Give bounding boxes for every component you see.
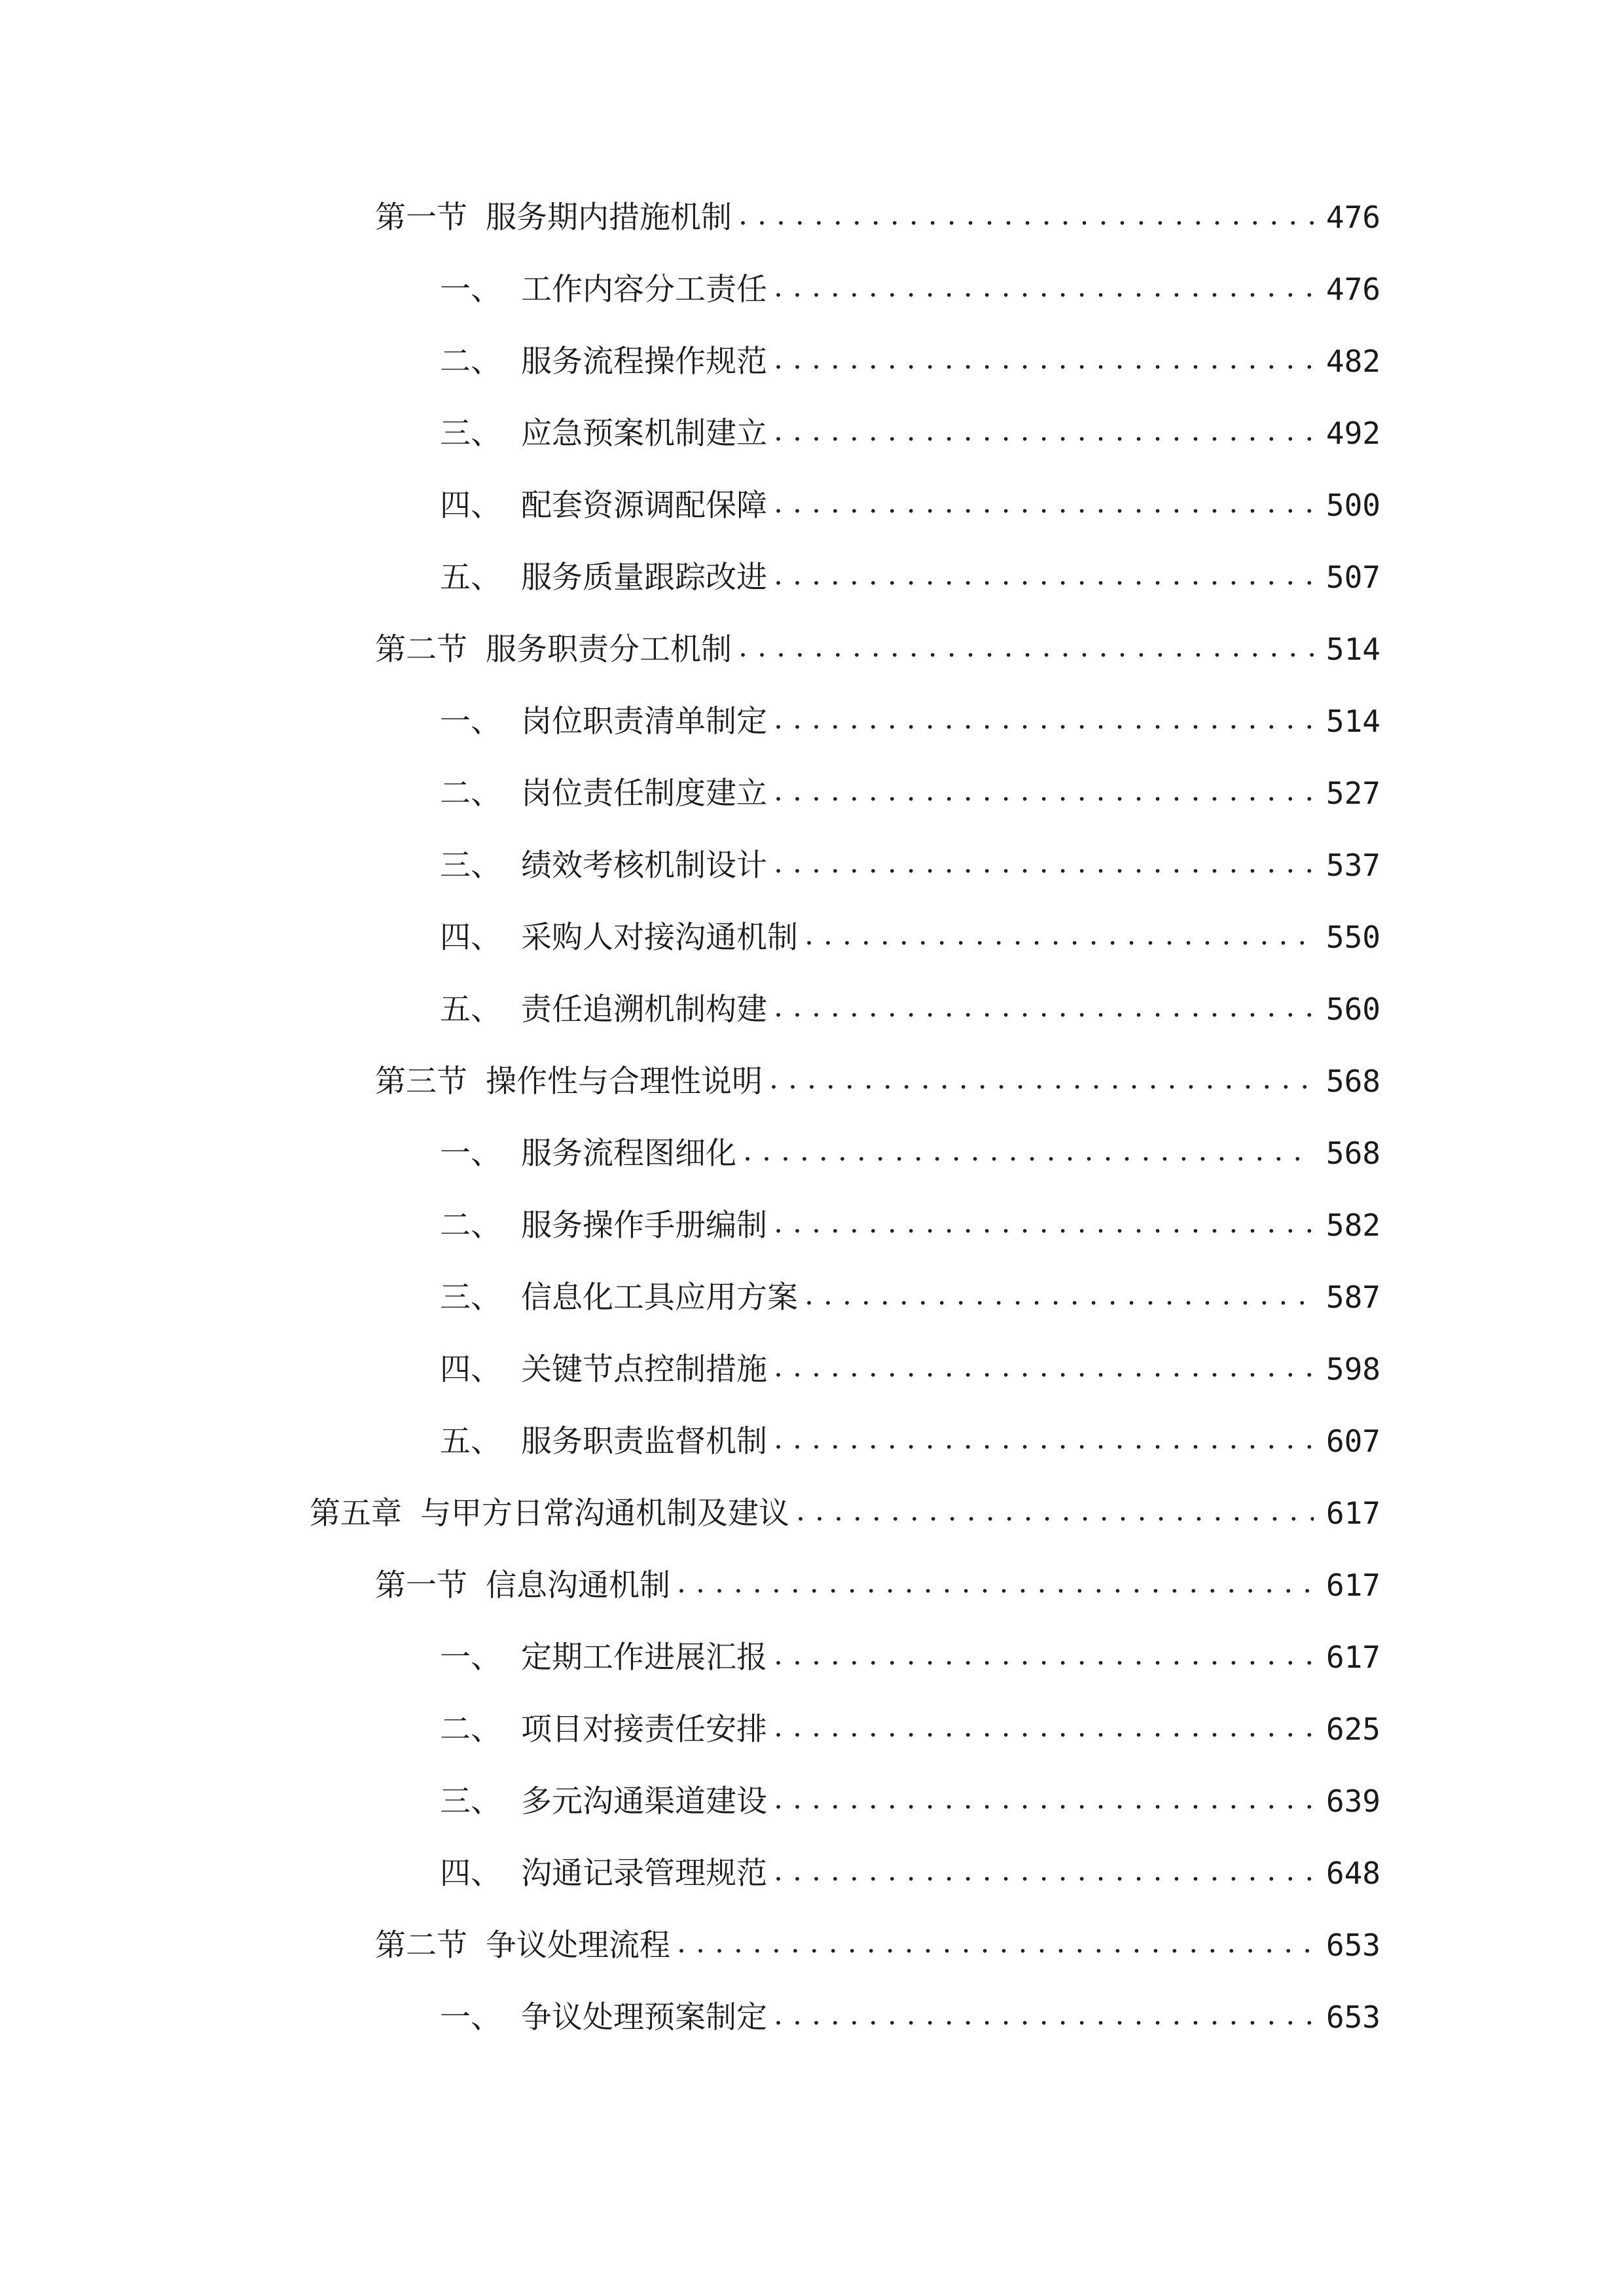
toc-entry-title: 岗位责任制度建立 xyxy=(521,775,767,812)
toc-entry-number: 一、 xyxy=(440,271,501,308)
dot-leader xyxy=(774,1353,1314,1386)
toc-entry-title: 服务操作手册编制 xyxy=(521,1207,767,1244)
toc-entry-number: 第二节 xyxy=(375,631,467,668)
toc-entry-page: 560 xyxy=(1326,992,1380,1027)
toc-entry-title: 应急预案机制建立 xyxy=(521,415,767,452)
toc-entry-number: 四、 xyxy=(440,1351,501,1388)
toc-entry-number: 五、 xyxy=(440,991,501,1028)
toc-entry-title: 项目对接责任安排 xyxy=(521,1711,767,1748)
toc-entry-title: 服务职责分工机制 xyxy=(486,631,732,668)
toc-entry-page: 598 xyxy=(1326,1352,1380,1387)
toc-entry-number: 二、 xyxy=(440,1207,501,1244)
toc-entry-chapter[interactable] xyxy=(310,1477,1380,1549)
toc-entry-item[interactable] xyxy=(440,1117,1380,1189)
toc-entry-page: 514 xyxy=(1326,704,1380,739)
toc-entry-section[interactable] xyxy=(375,1909,1380,1981)
toc-entry-title: 多元沟通渠道建设 xyxy=(521,1783,767,1820)
toc-entry-title: 争议处理流程 xyxy=(486,1927,670,1964)
toc-entry-title: 信息化工具应用方案 xyxy=(521,1279,798,1316)
toc-entry-item[interactable] xyxy=(440,901,1380,973)
toc-entry-page: 587 xyxy=(1326,1280,1380,1315)
toc-entry-number: 第二节 xyxy=(375,1927,467,1964)
dot-leader xyxy=(774,1425,1314,1458)
toc-entry-number: 第一节 xyxy=(375,1567,467,1604)
toc-entry-item[interactable] xyxy=(440,1261,1380,1333)
toc-entry-page: 639 xyxy=(1326,1784,1380,1819)
toc-entry-number: 一、 xyxy=(440,1999,501,2036)
toc-entry-item[interactable] xyxy=(440,685,1380,757)
toc-entry-title: 配套资源调配保障 xyxy=(521,487,767,524)
toc-entry-title: 服务流程操作规范 xyxy=(521,343,767,380)
dot-leader xyxy=(769,1065,1314,1098)
toc-entry-number: 一、 xyxy=(440,1639,501,1676)
toc-entry-title: 采购人对接沟通机制 xyxy=(521,919,798,956)
toc-entry-title: 服务期内措施机制 xyxy=(486,199,732,236)
toc-entry-page: 582 xyxy=(1326,1208,1380,1243)
toc-entry-number: 二、 xyxy=(440,775,501,812)
toc-entry-title: 服务质量跟踪改进 xyxy=(521,559,767,596)
toc-entry-number: 四、 xyxy=(440,487,501,524)
toc-entry-number: 四、 xyxy=(440,919,501,956)
dot-leader xyxy=(738,633,1314,666)
toc-entry-item[interactable] xyxy=(440,973,1380,1045)
toc-entry-item[interactable] xyxy=(440,757,1380,829)
toc-entry-title: 责任追溯机制构建 xyxy=(521,991,767,1028)
dot-leader xyxy=(774,345,1314,378)
toc-entry-number: 二、 xyxy=(440,1711,501,1748)
toc-entry-page: 617 xyxy=(1326,1568,1380,1603)
toc-entry-number: 第一节 xyxy=(375,199,467,236)
toc-entry-title: 争议处理预案制定 xyxy=(521,1999,767,2036)
dot-leader xyxy=(796,1497,1314,1530)
toc-entry-item[interactable] xyxy=(440,1837,1380,1909)
toc-entry-number: 四、 xyxy=(440,1855,501,1892)
toc-entry-title: 操作性与合理性说明 xyxy=(486,1063,763,1100)
dot-leader xyxy=(774,561,1314,594)
dot-leader xyxy=(774,849,1314,882)
toc-entry-title: 信息沟通机制 xyxy=(486,1567,670,1604)
toc-entry-number: 三、 xyxy=(440,1783,501,1820)
dot-leader xyxy=(774,1785,1314,1818)
toc-entry-item[interactable] xyxy=(440,469,1380,541)
dot-leader xyxy=(804,1281,1314,1314)
toc-entry-number: 二、 xyxy=(440,343,501,380)
toc-entry-number: 三、 xyxy=(440,847,501,884)
toc-entry-page: 492 xyxy=(1326,416,1380,451)
toc-entry-title: 沟通记录管理规范 xyxy=(521,1855,767,1892)
toc-entry-page: 607 xyxy=(1326,1424,1380,1459)
toc-entry-number: 一、 xyxy=(440,703,501,740)
toc-entry-item[interactable] xyxy=(440,829,1380,901)
toc-entry-item[interactable] xyxy=(440,1981,1380,2053)
toc-entry-title: 绩效考核机制设计 xyxy=(521,847,767,884)
toc-entry-page: 537 xyxy=(1326,848,1380,883)
toc-entry-number: 三、 xyxy=(440,1279,501,1316)
dot-leader xyxy=(774,417,1314,450)
toc-entry-page: 568 xyxy=(1326,1064,1380,1099)
toc-entry-item[interactable] xyxy=(440,397,1380,469)
dot-leader xyxy=(774,705,1314,738)
toc-entry-item[interactable] xyxy=(440,541,1380,613)
toc-entry-page: 648 xyxy=(1326,1856,1380,1891)
toc-entry-number: 三、 xyxy=(440,415,501,452)
toc-entry-item[interactable] xyxy=(440,1621,1380,1693)
toc-entry-page: 514 xyxy=(1326,632,1380,667)
toc-entry-item[interactable] xyxy=(440,1333,1380,1405)
toc-entry-page: 500 xyxy=(1326,488,1380,523)
toc-entry-item[interactable] xyxy=(440,1693,1380,1765)
toc-entry-page: 550 xyxy=(1326,920,1380,955)
dot-leader xyxy=(738,201,1314,234)
toc-entry-number: 第三节 xyxy=(375,1063,467,1100)
dot-leader xyxy=(774,2001,1314,2034)
toc-entry-page: 653 xyxy=(1326,2000,1380,2035)
dot-leader xyxy=(677,1569,1314,1602)
dot-leader xyxy=(774,1857,1314,1890)
toc-entry-number: 五、 xyxy=(440,1423,501,1460)
toc-entry-number: 第五章 xyxy=(310,1495,402,1532)
toc-entry-item[interactable] xyxy=(440,1405,1380,1477)
toc-entry-page: 476 xyxy=(1326,200,1380,235)
toc-entry-page: 568 xyxy=(1326,1136,1380,1171)
dot-leader xyxy=(774,489,1314,522)
toc-entry-page: 653 xyxy=(1326,1928,1380,1963)
dot-leader xyxy=(774,1209,1314,1242)
dot-leader xyxy=(774,993,1314,1026)
toc-entry-page: 617 xyxy=(1326,1640,1380,1675)
toc-entry-title: 岗位职责清单制定 xyxy=(521,703,767,740)
dot-leader xyxy=(774,777,1314,810)
dot-leader xyxy=(774,273,1314,306)
toc-entry-page: 482 xyxy=(1326,344,1380,379)
toc-entry-page: 625 xyxy=(1326,1712,1380,1747)
toc-entry-item[interactable] xyxy=(440,1189,1380,1261)
toc-entry-page: 476 xyxy=(1326,272,1380,307)
toc-entry-item[interactable] xyxy=(440,1765,1380,1837)
toc-entry-title: 工作内容分工责任 xyxy=(521,271,767,308)
toc-entry-number: 一、 xyxy=(440,1135,501,1172)
toc-entry-title: 服务职责监督机制 xyxy=(521,1423,767,1460)
toc-entry-title: 关键节点控制措施 xyxy=(521,1351,767,1388)
dot-leader xyxy=(677,1929,1314,1962)
toc-entry-page: 507 xyxy=(1326,560,1380,595)
dot-leader xyxy=(774,1641,1314,1674)
toc-entry-page: 617 xyxy=(1326,1496,1380,1531)
toc-entry-section[interactable] xyxy=(375,181,1380,253)
toc-entry-number: 五、 xyxy=(440,559,501,596)
toc-entry-section[interactable] xyxy=(375,1045,1380,1117)
toc-entry-section[interactable] xyxy=(375,613,1380,685)
toc-entry-title: 与甲方日常沟通机制及建议 xyxy=(420,1495,789,1532)
toc-entry-page: 527 xyxy=(1326,776,1380,811)
dot-leader xyxy=(804,921,1314,954)
toc-entry-item[interactable] xyxy=(440,325,1380,397)
dot-leader xyxy=(743,1137,1314,1170)
dot-leader xyxy=(774,1713,1314,1746)
toc-entry-title: 定期工作进展汇报 xyxy=(521,1639,767,1676)
toc-entry-section[interactable] xyxy=(375,1549,1380,1621)
toc-entry-title: 服务流程图细化 xyxy=(521,1135,736,1172)
toc-entry-item[interactable] xyxy=(440,253,1380,325)
